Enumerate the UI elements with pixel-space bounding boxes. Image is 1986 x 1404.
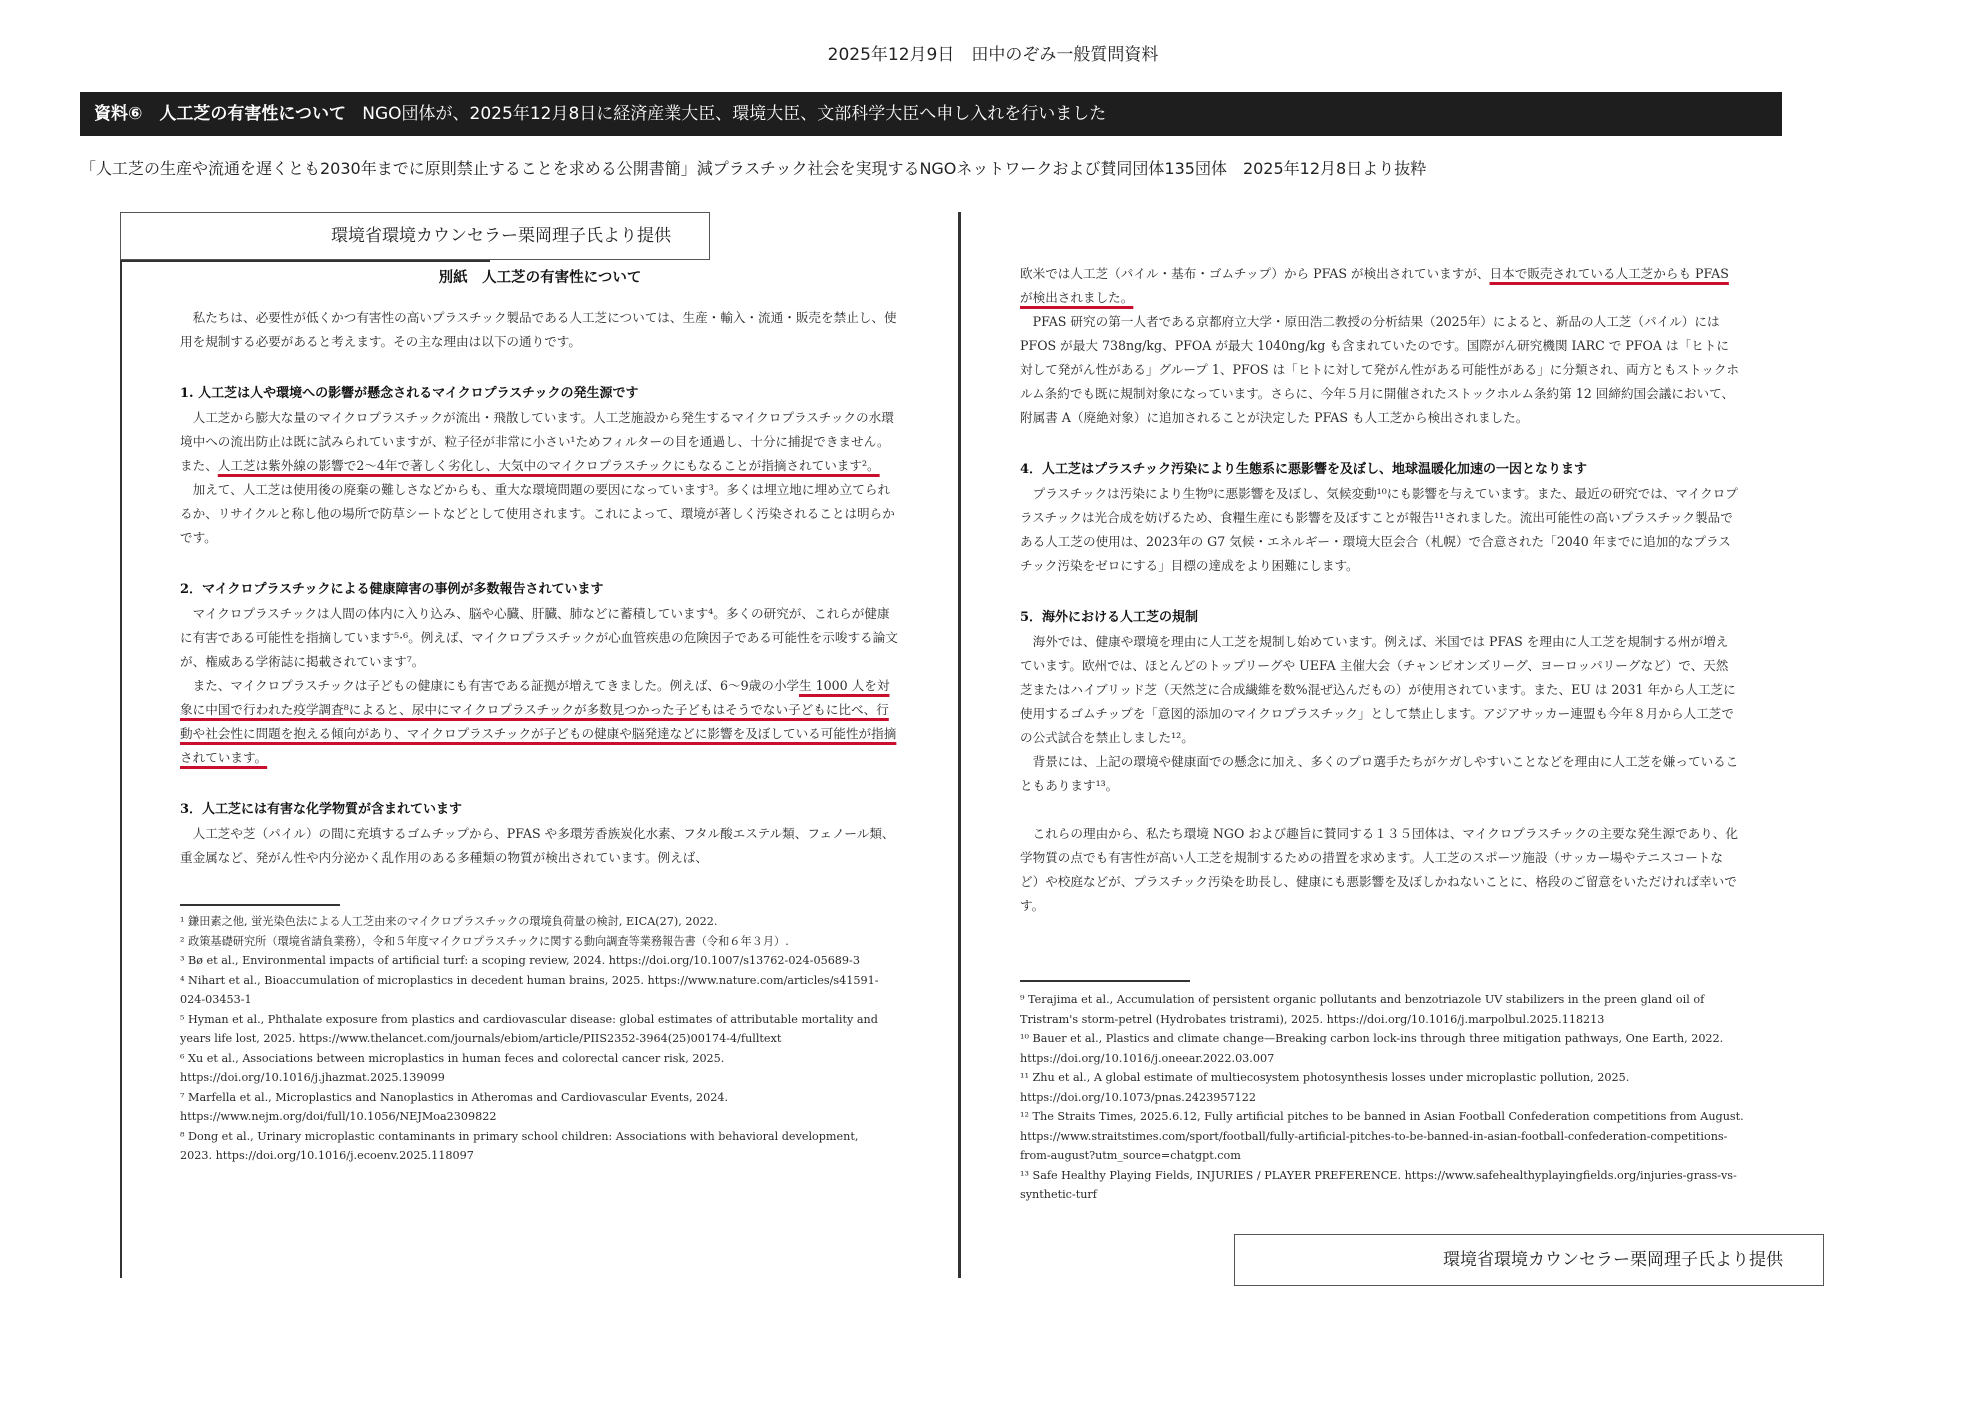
section-2-paragraph-2 bbox=[180, 674, 900, 770]
highlight-underline-1: 人工芝は紫外線の影響で2～4年で著しく劣化し、大気中のマイクロプラスチックにもなることが指摘されています²。 bbox=[217, 458, 880, 473]
section-4-heading: 4．人工芝はプラスチック汚染により生態系に悪影響を及ぼし、地球温暖化加速の一因となります bbox=[1020, 462, 1588, 477]
section-3-paragraph-1: 人工芝や芝（パイル）の間に充填するゴムチップから、PFAS や多環芳香族炭化水素、フタル酸エステル類、フェノール類、重金属など、発がん性や内分泌かく乱作用のある多種類の物質が検出されています。例えば、 bbox=[180, 826, 895, 865]
section-5-paragraph-1: 海外では、健康や環境を理由に人工芝を規制し始めています。例えば、米国では PFAS を理由に人工芝を規制する州が増えています。欧州では、ほとんどのトップリーグや UEFA 主催大会（チャンピオンズリーグ、ヨーロッパリーグなど）で、天然芝またはハイブリッド芝（天然芝に合成繊維を数%混ぜ込んだもの）が使用されています。また、EU は 2031 年から人工芝に使用するゴムチップを「意図的添加のマイクロプラスチック」として禁止します。アジアサッカー連盟も今年８月から人工芝での公式試合を禁止しました¹²。 bbox=[1020, 634, 1736, 745]
footnotes-right bbox=[1020, 990, 1750, 1205]
column-divider bbox=[958, 212, 961, 1278]
intro-paragraph: 私たちは、必要性が低くかつ有害性の高いプラスチック製品である人工芝については、生産・輸入・流通・販売を禁止し、使用を規制する必要があると考えます。その主な理由は以下の通りです。 bbox=[180, 310, 897, 349]
document-subtitle: 「人工芝の生産や流通を遅くとも2030年までに原則禁止することを求める公開書簡」減プラスチック社会を実現するNGOネットワークおよび賛同団体135団体 2025年12月8日より抜粋 bbox=[80, 159, 1427, 178]
section-1-text: 人工芝から膨大な量のマイクロプラスチックが流出・飛散しています。人工芝施設から発生するマイクロプラスチックの水環境中への流出防止は既に試みられていますが、粒子径が非常に小さい¹ためフィルターの目を通過し、十分に捕捉できません。また、 bbox=[180, 410, 894, 473]
page-header-date: 2025年12月9日 田中のぞみ一般質問資料 bbox=[827, 45, 1159, 65]
right-column bbox=[1020, 262, 1740, 918]
footnote: ⁶ Xu et al., Associations between microplastics in human feces and colorectal cancer risk, 2025. https://doi.org/10.1016/j.jhazmat.2025.139099 bbox=[180, 1051, 725, 1084]
footnote: ⁵ Hyman et al., Phthalate exposure from plastics and cardiovascular disease: global estimates of attributable mortality and years life lost, 2025. https://www.thelancet.com/journals/ebiom/article/PIIS2352-3964(25)00174-4/fulltext bbox=[180, 1012, 878, 1045]
footnote: ⁹ Terajima et al., Accumulation of persistent organic pollutants and benzotriazole UV stabilizers in the preen gland oil of Tristram's storm-petrel (Hydrobates tristrami), 2025. https://doi.org/10.1016/j.marpolbul.2025.118213 bbox=[1020, 993, 1705, 1026]
footnote: ¹² The Straits Times, 2025.6.12, Fully artificial pitches to be banned in Asian Football Confederation competitions from August. https://www.straitstimes.com/sport/football/fully-artificial-pitches-to-be-banned-in-asian-football-confederation-competitions-from-august?utm_source=chatgpt.com bbox=[1020, 1110, 1744, 1162]
left-column bbox=[180, 264, 900, 870]
footnote: ⁷ Marfella et al., Microplastics and Nanoplastics in Atheromas and Cardiovascular Events, 2024. https://www.nejm.org/doi/full/10.1056/NEJMoa2309822 bbox=[180, 1090, 729, 1123]
footnote: ² 政策基礎研究所（環境省請負業務），令和５年度マイクロプラスチックに関する動向調査等業務報告書（令和６年３月）. bbox=[180, 934, 789, 948]
section-5-paragraph-2: 背景には、上記の環境や健康面での懸念に加え、多くのプロ選手たちがケガしやすいことなどを理由に人工芝を嫌っていることもあります¹³。 bbox=[1020, 754, 1739, 793]
frame-line-vertical bbox=[120, 260, 122, 1278]
footnote-rule-left bbox=[180, 904, 340, 906]
section-4-paragraph-1: プラスチックは汚染により生物⁹に悪影響を及ぼし、気候変動¹⁰にも影響を与えています。また、最近の研究では、マイクロプラスチックは光合成を妨げるため、食糧生産にも影響を及ぼすことが報告¹¹されました。流出可能性の高いプラスチック製品である人工芝の使用は、2023年の G7 気候・エネルギー・環境大臣会合（札幌）で合意された「2040 年までに追加的なプラスチック汚染をゼロにする」目標の達成をより困難にします。 bbox=[1020, 486, 1738, 573]
banner-label: 資料⑥ 人工芝の有害性について bbox=[94, 104, 347, 124]
continued-text: 欧米では人工芝（パイル・基布・ゴムチップ）から PFAS が検出されていますが、 bbox=[1020, 266, 1490, 281]
closing-paragraph: これらの理由から、私たち環境 NGO および趣旨に賛同する１３５団体は、マイクロプラスチックの主要な発生源であり、化学物質の点でも有害性が高い人工芝を規制するための措置を求めます。人工芝のスポーツ施設（サッカー場やテニスコートなど）や校庭などが、プラスチック汚染を助長し、健康にも悪影響を及ぼしかねないことに、格段のご留意をいただければ幸いです。 bbox=[1020, 826, 1738, 913]
section-1-paragraph-2: 加えて、人工芝は使用後の廃棄の難しさなどからも、重大な環境問題の要因になっています³。多くは埋立地に埋め立てられるか、リサイクルと称し他の場所で防草シートなどとして使用されます。これによって、環境が著しく汚染されることは明らかです。 bbox=[180, 482, 895, 545]
section-1-paragraph-1 bbox=[180, 406, 900, 478]
section-2-text: また、マイクロプラスチックは子どもの健康にも有害である証拠が増えてきました。例えば、6～9歳の小学 bbox=[192, 678, 800, 693]
footnote: ¹ 鎌田素之他, 蛍光染色法による人工芝由来のマイクロプラスチックの環境負荷量の検討, EICA(27), 2022. bbox=[180, 915, 718, 928]
footnotes-left bbox=[180, 912, 880, 1166]
footnote: ¹⁰ Bauer et al., Plastics and climate change—Breaking carbon lock-ins through three mitigation pathways, One Earth, 2022. https://doi.org/10.1016/j.oneear.2022.03.007 bbox=[1020, 1032, 1724, 1065]
section-5-heading: 5．海外における人工芝の規制 bbox=[1020, 610, 1199, 625]
footnote: ⁸ Dong et al., Urinary microplastic contaminants in primary school children: Associations with behavioral development, 2023. https://doi.org/10.1016/j.ecoenv.2025.118097 bbox=[180, 1129, 859, 1162]
frame-line-horizontal bbox=[120, 260, 490, 262]
highlight-underline-3: 日本で販売されている人工芝からも PFAS が検出されました。 bbox=[1020, 266, 1729, 305]
credit-box-bottom: 環境省環境カウンセラー栗岡理子氏より提供 bbox=[1234, 1234, 1824, 1286]
highlight-underline-2: 生 1000 人を対象に中国で行われた疫学調査⁸によると、尿中にマイクロプラスチックが多数見つかった子どもはそうでない子どもに比べ、行動や社会性に問題を抱える傾向があり、マイクロプラスチックが子どもの健康や脳発達などに影響を及ぼしている可能性が指摘されています。 bbox=[180, 678, 897, 765]
continued-paragraph bbox=[1020, 262, 1740, 310]
banner-text: NGO団体が、2025年12月8日に経済産業大臣、環境大臣、文部科学大臣へ申し入れを行いました bbox=[362, 104, 1107, 124]
footnote-rule-right bbox=[1020, 980, 1190, 982]
section-2-heading: 2．マイクロプラスチックによる健康障害の事例が多数報告されています bbox=[180, 582, 604, 597]
credit-box-top: 環境省環境カウンセラー栗岡理子氏より提供 bbox=[120, 212, 710, 260]
pfas-paragraph: PFAS 研究の第一人者である京都府立大学・原田浩二教授の分析結果（2025年）によると、新品の人工芝（パイル）には PFOS が最大 738ng/kg、PFOA が最大 1040ng/kg も含まれていたのです。国際がん研究機関 IARC で PFOA は「ヒトに対して発がん性がある」グループ 1、PFOS は「ヒトに対して発がん性がある可能性がある」に分類され、両方ともストックホルム条約でも既に規制対象になっています。さらに、今年５月に開催されたストックホルム条約第 12 回締約国会議において、附属書 A（廃絶対象）に追加されることが決定した PFAS も人工芝から検出されました。 bbox=[1020, 314, 1740, 425]
footnote: ¹³ Safe Healthy Playing Fields, INJURIES / PLAYER PREFERENCE. https://www.safehealthyplayingfields.org/injuries-grass-vs-synthetic-turf bbox=[1020, 1168, 1737, 1201]
footnote: ⁴ Nihart et al., Bioaccumulation of microplastics in decedent human brains, 2025. https://www.nature.com/articles/s41591-024-03453-1 bbox=[180, 973, 879, 1006]
annex-title: 別紙 人工芝の有害性について bbox=[438, 269, 642, 286]
footnote: ³ Bø et al., Environmental impacts of artificial turf: a scoping review, 2024. https://doi.org/10.1007/s13762-024-05689-3 bbox=[180, 954, 860, 967]
section-2-paragraph-1: マイクロプラスチックは人間の体内に入り込み、脳や心臓、肝臓、肺などに蓄積しています⁴。多くの研究が、これらが健康に有害である可能性を指摘しています⁵·⁶。例えば、マイクロプラスチックが心血管疾患の危険因子である可能性を示唆する論文が、権威ある学術誌に掲載されています⁷。 bbox=[180, 606, 898, 669]
footnote: ¹¹ Zhu et al., A global estimate of multiecosystem photosynthesis losses under microplastic pollution, 2025. https://doi.org/10.1073/pnas.2423957122 bbox=[1020, 1071, 1630, 1104]
section-1-heading: 1. 人工芝は人や環境への影響が懸念されるマイクロプラスチックの発生源です bbox=[180, 386, 639, 401]
section-banner bbox=[80, 92, 1782, 136]
section-3-heading: 3．人工芝には有害な化学物質が含まれています bbox=[180, 802, 463, 817]
